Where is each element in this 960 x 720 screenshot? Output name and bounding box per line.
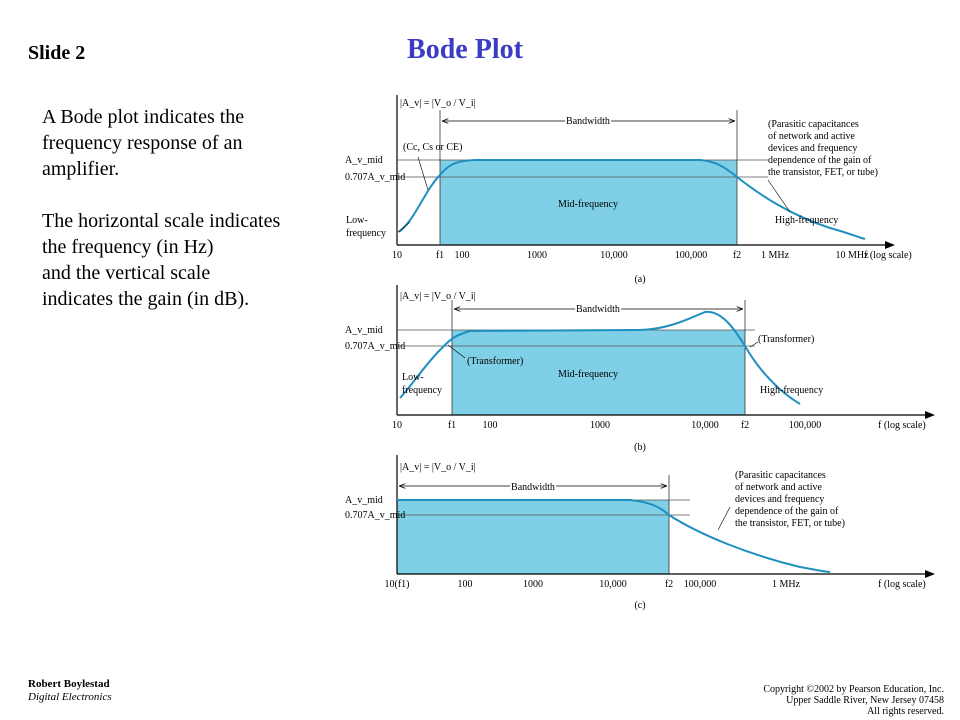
body-line: indicates the gain (in dB).: [42, 288, 250, 310]
a707-label: 0.707A_v_mid: [345, 341, 406, 352]
coupling-capacitor-label: (Cc, Cs or CE): [403, 142, 463, 153]
parasitic-note: the transistor, FET, or tube): [735, 518, 845, 529]
body-line: frequency response of an: [42, 132, 243, 154]
amid-label: A_v_mid: [345, 155, 383, 166]
tick-label: 10,000: [691, 420, 719, 431]
copyright-line: Copyright ©2002 by Pearson Education, Inc.: [763, 684, 944, 695]
low-frequency-label: frequency: [346, 228, 386, 239]
panel-a: [345, 95, 912, 285]
y-axis-label: |A_v| = |V_o / V_i|: [400, 98, 476, 109]
x-axis-label: f (log scale): [878, 579, 926, 590]
body-line: amplifier.: [42, 158, 120, 180]
panel-c: [345, 455, 935, 611]
copyright-line: Upper Saddle River, New Jersey 07458: [786, 695, 944, 706]
panel-caption: (c): [634, 600, 646, 611]
panel-b: [345, 285, 935, 453]
author-name: Robert Boylestad: [28, 678, 110, 690]
low-frequency-label: Low-: [346, 215, 368, 226]
tick-label: 10,000: [600, 250, 628, 261]
footer-copyright: [763, 684, 944, 717]
y-axis-label: |A_v| = |V_o / V_i|: [400, 291, 476, 302]
tick-label: 100,000: [674, 250, 708, 261]
panel-caption: (b): [634, 442, 646, 453]
transformer-label: (Transformer): [467, 356, 524, 367]
passband-fill: [397, 500, 669, 574]
bandwidth-label: Bandwidth: [566, 116, 610, 127]
high-frequency-label: High-frequency: [760, 385, 824, 396]
mid-frequency-label: Mid-frequency: [558, 199, 618, 210]
tick-label: 10,000: [599, 579, 627, 590]
tick-label: 10: [392, 250, 402, 261]
bandwidth-label: Bandwidth: [511, 482, 555, 493]
copyright-line: All rights reserved.: [867, 706, 944, 717]
a707-label: 0.707A_v_mid: [345, 172, 406, 183]
parasitic-note: dependence of the gain of: [768, 155, 872, 166]
bandwidth-label: Bandwidth: [576, 304, 620, 315]
transformer-label: (Transformer): [758, 334, 815, 345]
parasitic-note: dependence of the gain of: [735, 506, 839, 517]
tick-label: 1 MHz: [771, 579, 801, 590]
slide-number: Slide 2: [28, 42, 86, 64]
x-axis-arrow: [885, 241, 895, 249]
panel-caption: (a): [634, 274, 646, 285]
parasitic-note: the transistor, FET, or tube): [768, 167, 878, 178]
tick-label: 100,000: [788, 420, 822, 431]
parasitic-note: devices and frequency: [735, 494, 825, 505]
body-line: the frequency (in Hz): [42, 236, 214, 258]
mid-frequency-label: Mid-frequency: [558, 369, 618, 380]
tick-label: 100: [454, 250, 470, 261]
parasitic-note: of network and active: [735, 482, 822, 493]
a707-label: 0.707A_v_mid: [345, 510, 406, 521]
x-axis-label: f (log scale): [864, 250, 912, 261]
tick-label: 10 MHz: [835, 250, 869, 261]
leader-line: [768, 180, 790, 212]
leader-line: [418, 157, 428, 190]
leader-line: [718, 507, 730, 530]
x-axis-arrow: [925, 411, 935, 419]
amid-label: A_v_mid: [345, 495, 383, 506]
leader-line: [398, 222, 410, 232]
amid-label: A_v_mid: [345, 325, 383, 336]
tick-label: f1: [447, 420, 457, 431]
tick-label: 1000: [590, 420, 610, 431]
parasitic-note: (Parasitic capacitances: [768, 119, 859, 130]
tick-label: 100: [482, 420, 498, 431]
tick-label: 10: [392, 420, 402, 431]
tick-label: 1000: [527, 250, 547, 261]
high-frequency-label: High-frequency: [775, 215, 839, 226]
tick-label: f2: [740, 420, 750, 431]
low-frequency-label: Low-: [402, 372, 424, 383]
slide-title: Bode Plot: [407, 34, 523, 65]
tick-label: 1 MHz: [760, 250, 790, 261]
tick-label: f2: [732, 250, 742, 261]
parasitic-note: of network and active: [768, 131, 855, 142]
tick-label: 100,000: [683, 579, 717, 590]
tick-label: 100: [457, 579, 473, 590]
parasitic-note: (Parasitic capacitances: [735, 470, 826, 481]
low-frequency-label: frequency: [402, 385, 442, 396]
tick-label: 1000: [523, 579, 543, 590]
body-line: The horizontal scale indicates: [42, 210, 281, 232]
tick-label: f1: [435, 250, 445, 261]
footer-author: [28, 678, 112, 704]
tick-label: 10(f1): [384, 579, 410, 590]
parasitic-note: devices and frequency: [768, 143, 858, 154]
tick-label: f2: [664, 579, 674, 590]
y-axis-label: |A_v| = |V_o / V_i|: [400, 462, 476, 473]
body-line: A Bode plot indicates the: [42, 106, 245, 128]
x-axis-arrow: [925, 570, 935, 578]
body-line: and the vertical scale: [42, 262, 211, 284]
x-axis-label: f (log scale): [878, 420, 926, 431]
book-title: Digital Electronics: [28, 691, 112, 703]
